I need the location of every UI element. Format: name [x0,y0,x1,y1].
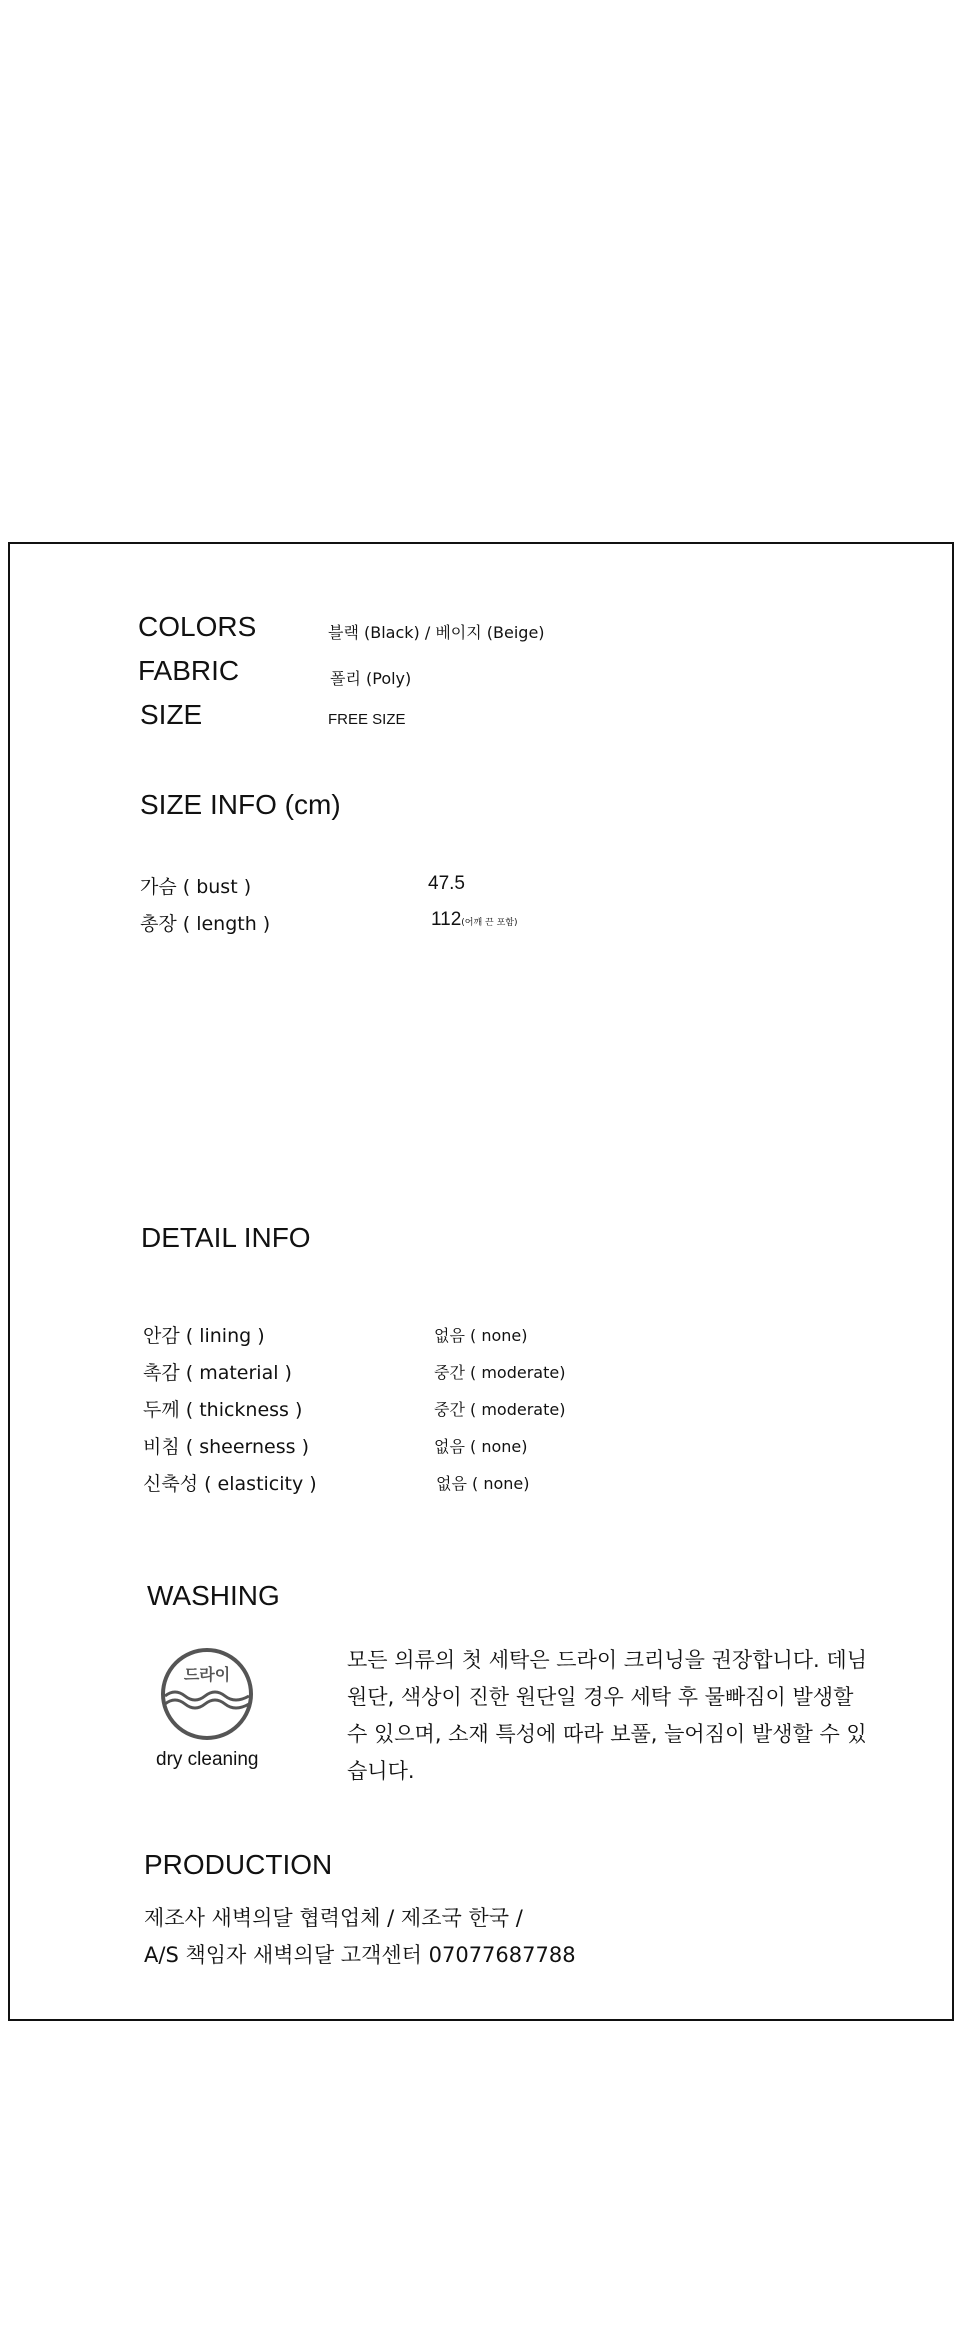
detail-row-elasticity-value: 없음 ( none) [436,1474,530,1493]
size-row-length-note: (어깨 끈 포함) [461,918,518,928]
product-info-card [8,542,954,2021]
production-line-2: A/S 책임자 새벽의달 고객센터 07077687788 [144,1943,576,1967]
detail-row-sheerness-label: 비침 ( sheerness ) [143,1436,309,1458]
detail-row-material-value: 중간 ( moderate) [434,1363,566,1382]
detail-row-sheerness-value: 없음 ( none) [434,1437,528,1456]
production-line-1: 제조사 새벽의달 협력업체 / 제조국 한국 / [144,1906,523,1930]
colors-label: COLORS [138,611,257,642]
size-info-title: SIZE INFO (cm) [140,789,341,820]
size-row-bust-value: 47.5 [428,873,465,894]
washing-title: WASHING [147,1580,280,1611]
detail-row-material-label: 촉감 ( material ) [143,1362,292,1384]
detail-row-lining-label: 안감 ( lining ) [143,1325,265,1347]
fabric-value: 폴리 (Poly) [330,669,412,688]
detail-info-title: DETAIL INFO [141,1222,311,1253]
fabric-label: FABRIC [138,655,240,686]
size-row-bust-label: 가슴 ( bust ) [140,876,252,898]
size-row-length-label: 총장 ( length ) [140,913,271,935]
dry-cleaning-caption: dry cleaning [156,1749,259,1770]
dry-cleaning-icon-label: 드라이 [183,1665,231,1684]
detail-row-thickness-label: 두께 ( thickness ) [143,1399,303,1421]
detail-row-thickness-value: 중간 ( moderate) [434,1400,566,1419]
detail-row-elasticity-label: 신축성 ( elasticity ) [143,1473,317,1495]
detail-row-lining-value: 없음 ( none) [434,1326,528,1345]
size-value: FREE SIZE [328,711,406,728]
size-row-length-value: 112 [431,909,462,930]
production-title: PRODUCTION [144,1849,333,1880]
washing-instructions: 모든 의류의 첫 세탁은 드라이 크리닝을 권장합니다. 데님원단, 색상이 진한 원단일 경우 세탁 후 물빠짐이 발생할 수 있으며, 소재 특성에 따라 보풀, 늘어짐이 발생할 수 있습니다. [347,1648,867,1783]
size-row-length-value-group [431,909,518,931]
size-label: SIZE [140,699,203,730]
dry-cleaning-icon [157,1644,257,1744]
colors-value: 블랙 (Black) / 베이지 (Beige) [328,623,545,642]
